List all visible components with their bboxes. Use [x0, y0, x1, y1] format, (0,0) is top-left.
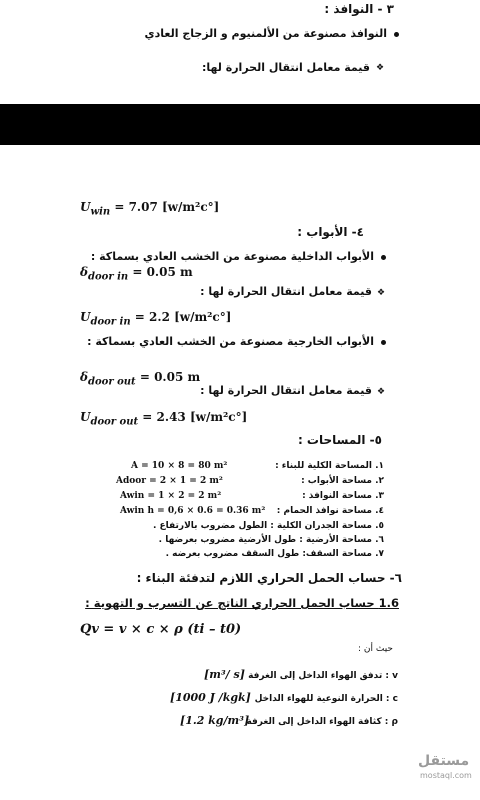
bullet-icon: [394, 32, 399, 37]
subsection-heading-infiltration: 1.6 حساب الحمل الحراري الناتج عن التسرب و التهوية :: [85, 596, 399, 610]
document-page-main: [0, 145, 480, 800]
area-formula-1: A = 10 × 8 = 80 m²: [131, 461, 228, 471]
section-heading-windows: ٣ - النوافذ :: [324, 2, 394, 16]
area-label-3: ٣. مساحة النوافذ :: [302, 491, 384, 501]
area-formula-3: Awin = 1 × 2 = 2 m²: [120, 491, 222, 501]
qv-formula: Qv = v × c × ρ (ti – t0): [80, 622, 242, 637]
area-floor-text: ٦. مساحة الأرضية : طول الأرضية مضروب بعرضها .: [158, 535, 384, 545]
area-walls-text: ٥. مساحة الجدران الكلية : الطول مضروب بالارتفاع .: [152, 521, 384, 531]
where-label: حيث أن :: [358, 644, 393, 654]
area-label-4: ٤. مساحة نوافذ الحمام :: [276, 506, 384, 516]
area-ceiling-text: ٧. مساحة السقف: طول السقف مضروب بعرضه .: [165, 549, 384, 559]
area-formula-2: Adoor = 2 × 1 = 2 m²: [116, 476, 223, 486]
delta-door-out-formula: $\delta_{door out} = 0.05$ m: [80, 370, 201, 388]
def-rho-text: ρ : كثافة الهواء الداخل إلى الغرفة: [246, 717, 398, 727]
diamond-bullet-icon: ❖: [376, 63, 385, 73]
section-heading-doors: ٤- الأبواب :: [297, 225, 364, 239]
diamond-bullet-icon: ❖: [377, 387, 386, 397]
door-in-u-label: قيمة معامل انتقال الحرارة لها :: [200, 285, 372, 298]
area-label-2: ٢. مساحة الأبواب :: [301, 476, 384, 486]
def-c-text: c : الحرارة النوعية للهواء الداخل: [254, 694, 398, 704]
document-page-top: [0, 0, 480, 104]
diamond-bullet-icon: ❖: [377, 288, 386, 298]
u-door-out-formula: $U_{door out} = 2.43$ [w/m²c°]: [80, 410, 248, 428]
windows-u-label: قيمة معامل انتقال الحرارة لها:: [201, 61, 370, 74]
u-door-in-formula: $U_{door in} = 2.2$ [w/m²c°]: [80, 310, 232, 328]
def-c-unit: [1000 J /kgk]: [170, 691, 251, 704]
def-v-text: v : تدفق الهواء الداخل إلى الغرفة: [248, 671, 398, 681]
door-out-material-text: الأبواب الخارجية مصنوعة من الخشب العادي بسماكة :: [87, 335, 374, 348]
delta-door-in-formula: $\delta_{door in} = 0.05$ m: [80, 265, 193, 283]
section-heading-areas: ٥- المساحات :: [297, 433, 382, 447]
area-label-1: ١. المساحة الكلية للبناء :: [275, 461, 384, 471]
bullet-icon: [381, 255, 386, 260]
watermark-url: mostaql.com: [420, 771, 472, 780]
area-formula-4: Awin h = 0,6 × 0.6 = 0.36 m²: [120, 506, 266, 516]
door-out-u-label: قيمة معامل انتقال الحرارة لها :: [200, 384, 372, 397]
watermark-logo: مستقل: [418, 753, 470, 769]
def-rho-unit: [1.2 kg/m³]: [180, 714, 250, 727]
windows-material-text: النوافذ مصنوعة من الألمنيوم و الزجاج العادي: [144, 27, 387, 40]
u-win-formula: $U_{win} = 7.07$ [w/m²c°]: [80, 200, 220, 218]
section-heading-heat-load: ٦- حساب الحمل الحراري اللازم لتدفئة البناء :: [136, 571, 402, 585]
bullet-icon: [381, 340, 386, 345]
def-v-unit: [m³/ s]: [204, 668, 245, 681]
door-in-material-text: الأبواب الداخلية مصنوعة من الخشب العادي بسماكة :: [90, 250, 374, 263]
